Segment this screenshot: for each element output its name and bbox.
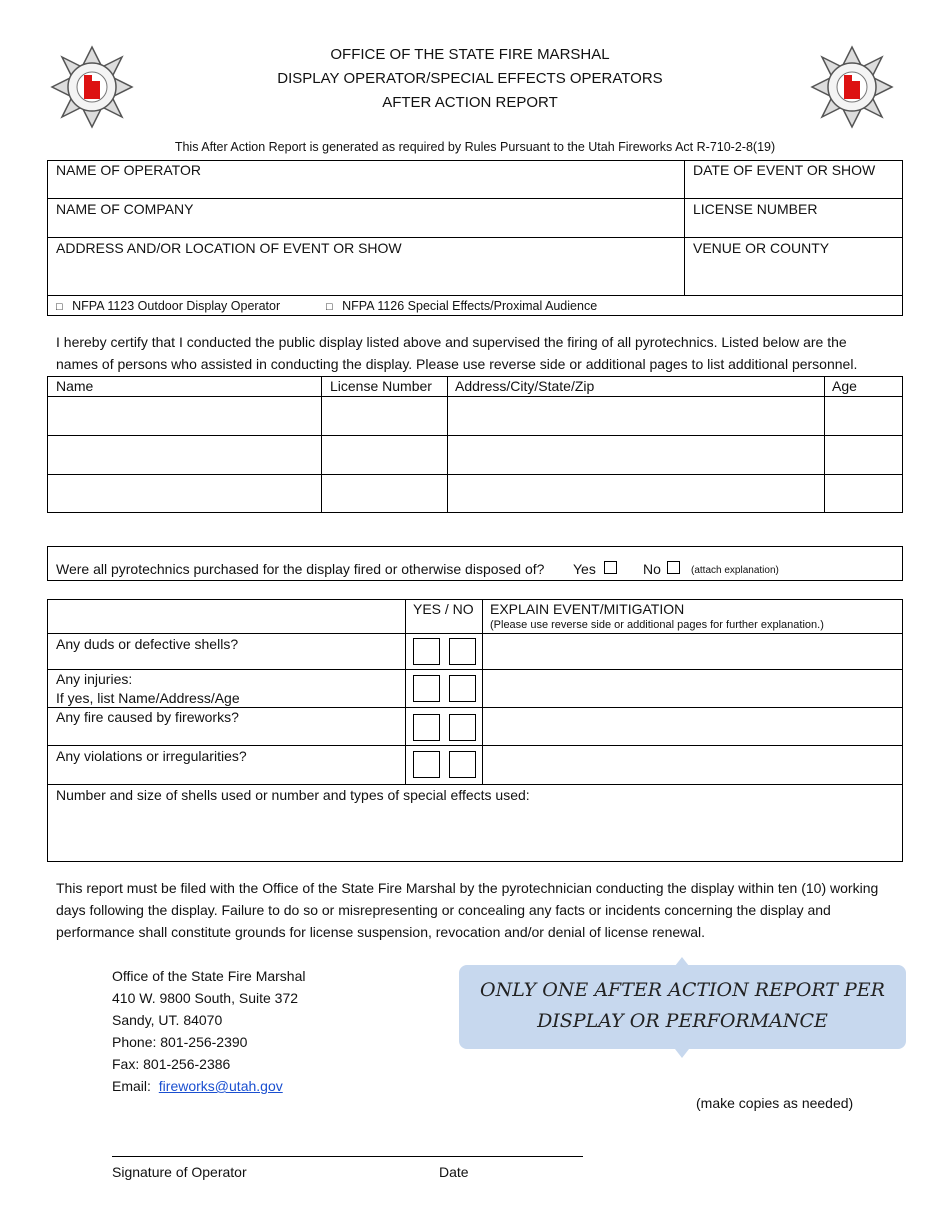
q-duds-label: Any duds or defective shells? [56, 636, 239, 652]
report-title: AFTER ACTION REPORT [382, 94, 558, 111]
option-nfpa-1123[interactable] [56, 299, 280, 313]
contact-email-row [112, 1075, 306, 1097]
disposal-yes-checkbox[interactable] [604, 561, 617, 574]
signature-of-operator-label: Signature of Operator [112, 1164, 247, 1180]
col-address-header: Address/City/State/Zip [455, 378, 595, 394]
callout-line-1: ONLY ONE AFTER ACTION REPORT PER [480, 979, 885, 1001]
checkbox-icon[interactable]: □ [56, 301, 63, 313]
rule-note: This After Action Report is generated as required by Rules Pursuant to the Utah Fireworks Act R-710-2-8(19) [174, 140, 776, 154]
filing-paragraph: This report must be filed with the Office of the State Fire Marshal by the pyrotechnician conducting the display within ten (10) working days following the display. Failure to do so or misrepresenting or concealing any facts or incidents concerning the display and performance shall constitute grounds for license suspension, revocation and/or denial of license renewal. [56, 880, 879, 940]
contact-email-link[interactable]: fireworks@utah.gov [158, 1078, 283, 1094]
violations-yes-checkbox[interactable] [413, 751, 440, 778]
col-name-header: Name [56, 378, 94, 394]
disposal-question: Were all pyrotechnics purchased for the display fired or otherwise disposed of? [56, 561, 545, 577]
signature-date-label: Date [439, 1164, 469, 1180]
callout-line-2: DISPLAY OR PERFORMANCE [537, 1010, 828, 1032]
shells-used-label: Number and size of shells used or number and types of special effects used: [56, 787, 530, 803]
col-license-header: License Number [330, 378, 432, 394]
operator-info-table [47, 160, 903, 316]
name-of-operator-label: NAME OF OPERATOR [56, 162, 201, 178]
col-age-header: Age [832, 378, 857, 394]
address-location-label: ADDRESS AND/OR LOCATION OF EVENT OR SHOW [56, 240, 402, 256]
certify-paragraph: I hereby certify that I conducted the public display listed above and supervised the firing of all pyrotechnics. Listed below are the names of persons who assisted in conducting the display. Please use reverse side or additional pages to list additional personnel. [56, 334, 858, 372]
disposal-yes-label: Yes [573, 561, 596, 577]
option-nfpa-1123-label: NFPA 1123 Outdoor Display Operator [72, 299, 281, 313]
fire-marshal-logo-right [810, 45, 894, 129]
injuries-no-checkbox[interactable] [449, 675, 476, 702]
q-fire-label: Any fire caused by fireworks? [56, 709, 239, 725]
contact-email-label: Email: [112, 1078, 151, 1094]
disposal-no-checkbox[interactable] [667, 561, 680, 574]
make-copies-note: (make copies as needed) [696, 1095, 854, 1111]
col-explain-note: (Please use reverse side or additional pages for further explanation.) [490, 619, 824, 631]
checkbox-icon[interactable]: □ [326, 301, 333, 313]
disposal-no-label: No [643, 561, 661, 577]
q-injuries-sublabel: If yes, list Name/Address/Age [56, 690, 240, 706]
name-of-company-label: NAME OF COMPANY [56, 201, 194, 217]
duds-no-checkbox[interactable] [449, 638, 476, 665]
contact-street: 410 W. 9800 South, Suite 372 [112, 990, 299, 1006]
injuries-yes-checkbox[interactable] [413, 675, 440, 702]
option-nfpa-1126[interactable] [326, 299, 597, 313]
one-report-callout [459, 965, 906, 1049]
contact-fax: Fax: 801-256-2386 [112, 1056, 231, 1072]
col-explain-header: EXPLAIN EVENT/MITIGATION [490, 601, 685, 617]
contact-office: Office of the State Fire Marshal [112, 968, 306, 984]
q-violations-label: Any violations or irregularities? [56, 748, 247, 764]
fire-no-checkbox[interactable] [449, 714, 476, 741]
duds-yes-checkbox[interactable] [413, 638, 440, 665]
signature-line[interactable] [112, 1156, 583, 1157]
header-line-1: OFFICE OF THE STATE FIRE MARSHAL [330, 46, 610, 63]
fire-yes-checkbox[interactable] [413, 714, 440, 741]
contact-block [112, 965, 306, 1097]
venue-county-label: VENUE OR COUNTY [693, 240, 830, 256]
contact-city: Sandy, UT. 84070 [112, 1012, 223, 1028]
license-number-label: LICENSE NUMBER [693, 201, 818, 217]
attach-explanation-note: (attach explanation) [691, 565, 779, 576]
fire-marshal-logo-left [50, 45, 134, 129]
option-nfpa-1126-label: NFPA 1126 Special Effects/Proximal Audience [342, 299, 598, 313]
col-yes-no-header: YES / NO [413, 601, 474, 617]
header-line-2: DISPLAY OPERATOR/SPECIAL EFFECTS OPERATORS [277, 70, 663, 87]
q-injuries-label: Any injuries: [56, 671, 133, 687]
date-of-event-label: DATE OF EVENT OR SHOW [693, 162, 876, 178]
violations-no-checkbox[interactable] [449, 751, 476, 778]
contact-phone: Phone: 801-256-2390 [112, 1034, 248, 1050]
